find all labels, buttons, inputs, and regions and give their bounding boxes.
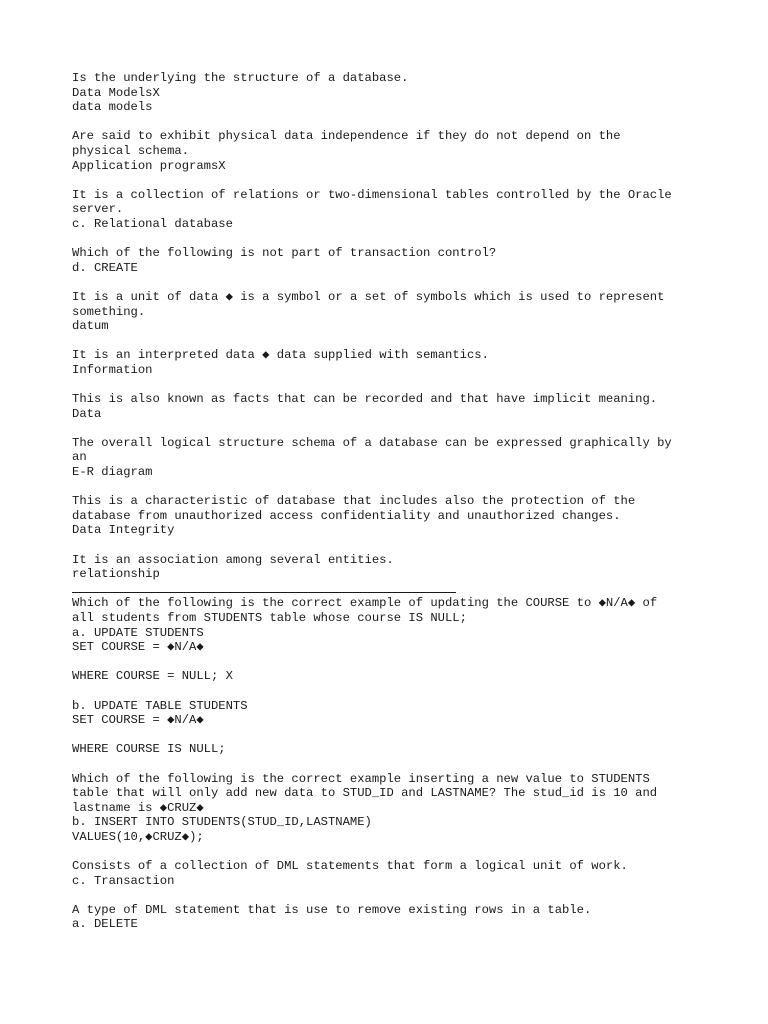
blank-line — [72, 421, 722, 436]
text-line: c. Transaction — [72, 873, 175, 888]
blank-line — [72, 655, 722, 670]
text-line: Which of the following is not part of transaction control? — [72, 246, 497, 261]
text-line: E-R diagram — [72, 465, 153, 480]
text-line: A type of DML statement that is use to remove existing rows in a table. — [72, 902, 592, 917]
text-line: all students from STUDENTS table whose course IS NULL; — [72, 610, 467, 625]
text-line: d. CREATE — [72, 260, 138, 275]
text-line: an — [72, 450, 87, 465]
blank-line — [72, 538, 722, 553]
text-line: Are said to exhibit physical data independence if they do not depend on the — [72, 129, 621, 144]
text-line: server. — [72, 202, 124, 217]
blank-line — [72, 275, 722, 290]
text-line: This is a characteristic of database that includes also the protection of the — [72, 494, 636, 509]
text-line: Data — [72, 406, 102, 421]
blank-line — [72, 480, 722, 495]
text-line: VALUES(10,◆CRUZ◆); — [72, 829, 204, 844]
text-line: a. UPDATE STUDENTS — [72, 625, 204, 640]
text-line: Data Integrity — [72, 523, 175, 538]
text-line: Which of the following is the correct example inserting a new value to STUDENTS — [72, 771, 650, 786]
text-line: WHERE COURSE IS NULL; — [72, 742, 226, 757]
text-line: c. Relational database — [72, 216, 233, 231]
text-line: Application programsX — [72, 158, 226, 173]
text-line: relationship — [72, 567, 160, 582]
text-line: datum — [72, 319, 109, 334]
text-line: physical schema. — [72, 143, 190, 158]
text-line: database from unauthorized access confidentiality and unauthorized changes. — [72, 508, 621, 523]
text-line: lastname is ◆CRUZ◆ — [72, 800, 204, 815]
text-line: This is also known as facts that can be recorded and that have implicit meaning. — [72, 392, 658, 407]
blank-line — [72, 334, 722, 349]
text-line: table that will only add new data to STUD_ID and LASTNAME? The stud_id is 10 and — [72, 786, 658, 801]
document-text — [72, 71, 722, 932]
text-line: b. UPDATE TABLE STUDENTS — [72, 698, 248, 713]
text-line: Which of the following is the correct example of updating the COURSE to ◆N/A◆ of — [72, 596, 658, 611]
blank-line — [72, 173, 722, 188]
text-line: b. INSERT INTO STUDENTS(STUD_ID,LASTNAME) — [72, 815, 372, 830]
blank-line — [72, 377, 722, 392]
blank-line — [72, 115, 722, 130]
text-line: something. — [72, 304, 146, 319]
text-line: It is a collection of relations or two-dimensional tables controlled by the Oracle — [72, 187, 672, 202]
blank-line — [72, 888, 722, 903]
text-line: Consists of a collection of DML statements that form a logical unit of work. — [72, 859, 628, 874]
text-line: SET COURSE = ◆N/A◆ — [72, 713, 204, 728]
text-line: Is the underlying the structure of a database. — [72, 71, 409, 85]
text-line: Information — [72, 362, 153, 377]
text-line: It is a unit of data ◆ is a symbol or a set of symbols which is used to represent — [72, 289, 665, 304]
blank-line — [72, 232, 722, 247]
text-line: WHERE COURSE = NULL; X — [72, 669, 233, 684]
blank-line — [72, 757, 722, 772]
text-line: SET COURSE = ◆N/A◆ — [72, 640, 204, 655]
text-line: data models — [72, 100, 153, 115]
blank-line — [72, 728, 722, 743]
horizontal-rule — [72, 592, 456, 593]
blank-line — [72, 684, 722, 699]
text-line: a. DELETE — [72, 917, 138, 932]
text-line: It is an association among several entities. — [72, 552, 394, 567]
blank-line — [72, 844, 722, 859]
text-line: It is an interpreted data ◆ data supplied with semantics. — [72, 348, 489, 363]
text-line: The overall logical structure schema of a database can be expressed graphically by — [72, 435, 672, 450]
text-line: Data ModelsX — [72, 85, 160, 100]
